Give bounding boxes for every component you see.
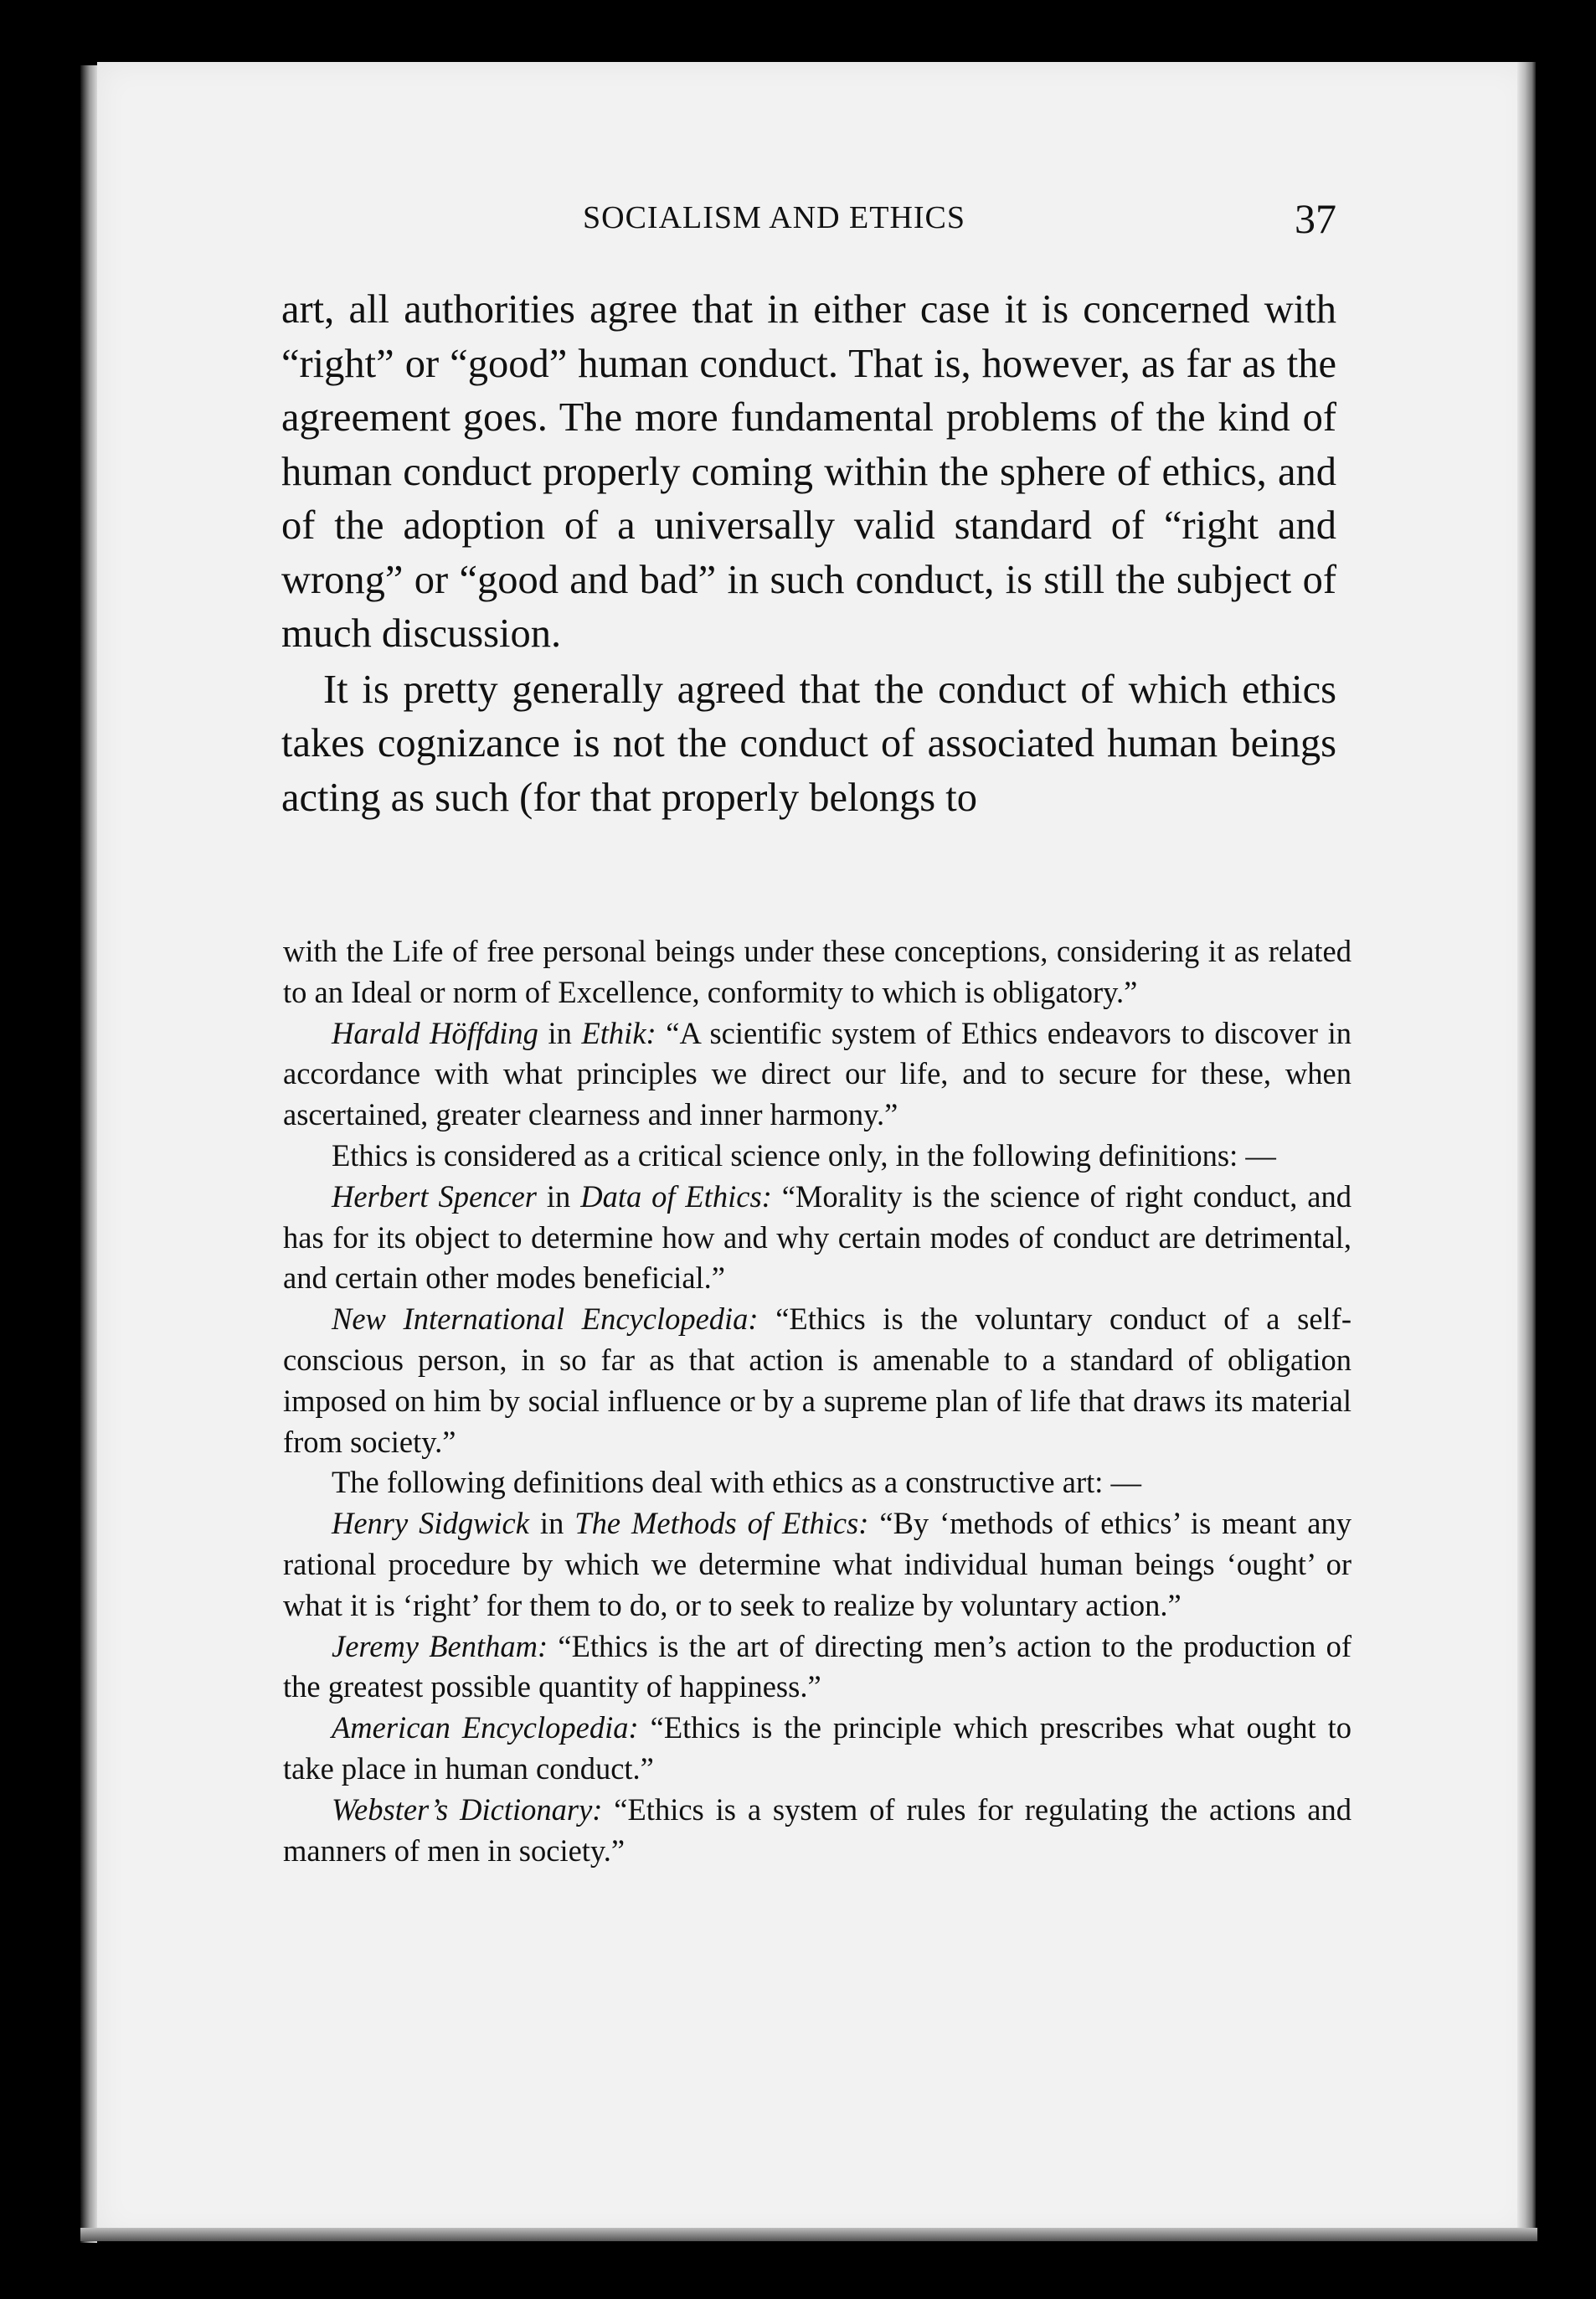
- body-text: [281, 283, 1336, 825]
- footnote-work: Webster’s Dictionary:: [332, 1791, 603, 1827]
- footnote-connector: in: [528, 1506, 575, 1541]
- page-header: [281, 194, 1336, 255]
- footnote-author: Henry Sidgwick: [332, 1506, 529, 1541]
- footnote-author: Harald Höffding: [332, 1015, 538, 1050]
- footnote-connector: in: [538, 1015, 582, 1050]
- footnote-quote: “Ethics is a system of rules for regulating the actions and manners of men in society.”: [283, 1791, 1351, 1868]
- footnote-sidgwick: [283, 1503, 1351, 1626]
- footnote-work: The Methods of Ethics:: [574, 1506, 869, 1541]
- scan-left-edge: [80, 65, 97, 2243]
- footnote-quote: “By ‘methods of ethics’ is meant any rational procedure by which we determine what individual human beings ‘ought’ or what it is ‘right’ for them to do, or to seek to realize by voluntary action.”: [283, 1506, 1352, 1622]
- scan-bottom-edge: [80, 2228, 1537, 2241]
- footnote-author: Herbert Spencer: [332, 1178, 538, 1214]
- footnote-work: New International Encyclopedia:: [332, 1302, 759, 1337]
- footnote-quote: “Ethics is the voluntary conduct of a self-conscious person, in so far as that action is amenable to a standard of obligation imposed on him by social influence or by a supreme plan of life that draws its material from society.”: [283, 1302, 1351, 1459]
- footnote-spencer: [283, 1177, 1351, 1299]
- footnote-hoffding: [283, 1013, 1351, 1136]
- footnotes: [283, 931, 1351, 1871]
- running-title: SOCIALISM AND ETHICS: [583, 200, 966, 235]
- footnote-connector: in: [537, 1178, 581, 1214]
- scan-right-edge: [1517, 62, 1536, 2238]
- footnote-quote: “Ethics is the principle which prescribes what ought to take place in human conduct.”: [283, 1710, 1352, 1786]
- footnote-webster: [283, 1790, 1351, 1872]
- footnote-critical-intro: Ethics is considered as a critical science only, in the following definitions: —: [332, 1137, 1276, 1173]
- footnote-work: Ethik:: [581, 1015, 656, 1050]
- footnote-author: Jeremy Bentham:: [332, 1628, 548, 1663]
- footnote-work: American Encyclopedia:: [332, 1710, 639, 1745]
- footnote-quote: “A scientific system of Ethics endeavors to discover in accordance with what principles we direct our life, and to secure for these, when ascertained, greater clearness and inner harmony.”: [283, 1015, 1351, 1132]
- body-paragraph-1: art, all authorities agree that in either case it is concerned with “right” or “good” human conduct. That is, however, as far as the agreement goes. The more fundamental problems of the kind of human conduct properly coming within the sphere of ethics, and of the adoption of a universally valid standard of “right and wrong” or “good and bad” in such conduct, is still the subject of much discussion.: [281, 287, 1336, 656]
- footnote-constructive-intro: The following definitions deal with ethics as a constructive art: —: [332, 1465, 1142, 1500]
- footnote-bentham: [283, 1626, 1351, 1709]
- footnote-continuation: with the Life of free personal beings under these conceptions, considering it as related to an Ideal or norm of Excellence, conformity to which is obligatory.”: [283, 934, 1351, 1009]
- footnote-work: Data of Ethics:: [580, 1178, 772, 1214]
- footnote-quote: “Morality is the science of right conduct, and has for its object to determine how and why certain modes of conduct are detrimental, and certain other modes beneficial.”: [283, 1178, 1351, 1296]
- page-number: 37: [1295, 195, 1336, 242]
- footnote-quote: “Ethics is the art of directing men’s action to the production of the greatest possible quantity of happiness.”: [283, 1628, 1351, 1704]
- footnote-american: [283, 1708, 1351, 1790]
- footnote-new-international: [283, 1299, 1351, 1462]
- body-paragraph-2: It is pretty generally agreed that the conduct of which ethics takes cognizance is not the conduct of associated human beings acting as such (for that properly belongs to: [281, 667, 1336, 820]
